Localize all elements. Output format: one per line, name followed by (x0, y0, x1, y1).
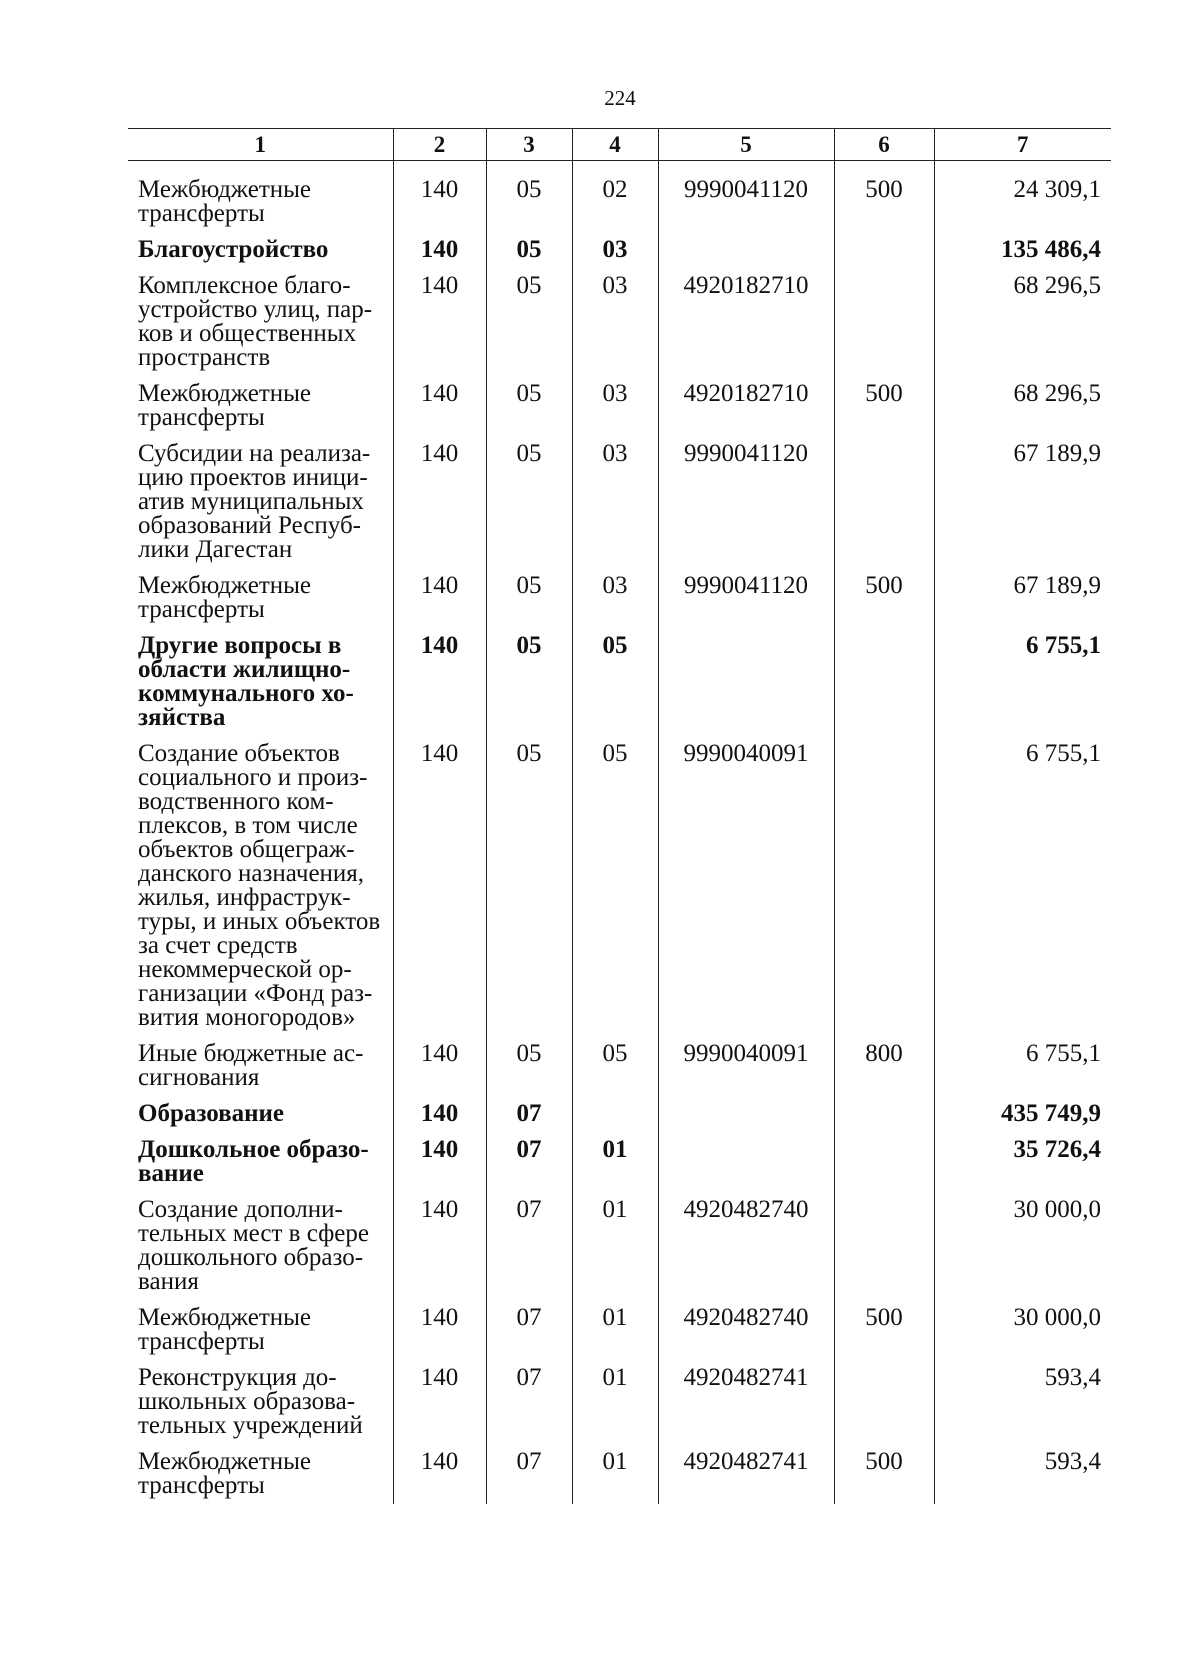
cell-amount: 6 755,1 (934, 742, 1111, 1042)
column-header-7: 7 (934, 129, 1111, 161)
cell-code-expense-type (834, 742, 934, 1042)
cell-amount: 6 755,1 (934, 634, 1111, 742)
table-row (128, 274, 1111, 382)
cell-code-expense-type (834, 1198, 934, 1306)
cell-code-admin: 140 (393, 238, 486, 274)
cell-code-expense-type: 500 (834, 1306, 934, 1366)
cell-item-name: Иные бюджетные ассигнования (138, 1040, 364, 1091)
cell-amount: 24 309,1 (934, 161, 1111, 239)
budget-table (128, 128, 1111, 1504)
cell-code-subsection: 01 (572, 1138, 658, 1198)
column-header-3: 3 (486, 129, 572, 161)
cell-code-expense-type: 500 (834, 382, 934, 442)
cell-item-name: Комплексное благоустройство улиц, парков и общественных пространств (138, 272, 373, 371)
cell-code-target (658, 634, 834, 742)
cell-code-expense-type: 500 (834, 161, 934, 239)
cell-code-target: 4920182710 (658, 382, 834, 442)
cell-code-subsection: 01 (572, 1198, 658, 1306)
table-row (128, 1198, 1111, 1306)
table-row (128, 574, 1111, 634)
cell-amount: 35 726,4 (934, 1138, 1111, 1198)
cell-code-target: 4920482741 (658, 1366, 834, 1450)
table-row (128, 238, 1111, 274)
cell-code-target (658, 238, 834, 274)
cell-code-expense-type: 800 (834, 1042, 934, 1102)
cell-item-name: Межбюджетные трансферты (138, 1448, 312, 1499)
cell-code-target (658, 1138, 834, 1198)
cell-code-section: 05 (486, 274, 572, 382)
cell-code-target: 9990041120 (658, 574, 834, 634)
cell-code-admin: 140 (393, 1042, 486, 1102)
cell-code-expense-type (834, 1102, 934, 1138)
cell-code-admin: 140 (393, 1198, 486, 1306)
cell-code-admin: 140 (393, 1450, 486, 1504)
cell-code-expense-type (834, 442, 934, 574)
cell-code-target: 9990041120 (658, 442, 834, 574)
cell-code-section: 07 (486, 1450, 572, 1504)
cell-code-admin: 140 (393, 1306, 486, 1366)
cell-code-section: 05 (486, 634, 572, 742)
table-row (128, 1138, 1111, 1198)
table-row (128, 1042, 1111, 1102)
cell-code-expense-type (834, 1366, 934, 1450)
table-header (128, 129, 1111, 161)
column-header-1: 1 (128, 129, 393, 161)
cell-code-admin: 140 (393, 634, 486, 742)
table-row (128, 161, 1111, 239)
cell-code-section: 07 (486, 1198, 572, 1306)
cell-item-name: Межбюджетные трансферты (138, 176, 312, 227)
cell-code-subsection: 01 (572, 1450, 658, 1504)
cell-item-name: Образование (138, 1100, 285, 1127)
cell-amount: 135 486,4 (934, 238, 1111, 274)
cell-code-admin: 140 (393, 382, 486, 442)
cell-amount: 67 189,9 (934, 574, 1111, 634)
cell-code-target: 4920482741 (658, 1450, 834, 1504)
cell-code-section: 05 (486, 238, 572, 274)
cell-item-name: Создание дополнительных мест в сфере дошкольного образования (138, 1196, 369, 1295)
cell-code-expense-type (834, 1138, 934, 1198)
table-row (128, 1450, 1111, 1504)
page-number: 224 (604, 86, 636, 110)
cell-amount: 435 749,9 (934, 1102, 1111, 1138)
cell-code-subsection: 01 (572, 1306, 658, 1366)
cell-code-subsection: 05 (572, 1042, 658, 1102)
cell-item-name: Благоустройство (138, 236, 329, 263)
table-row (128, 442, 1111, 574)
cell-amount: 593,4 (934, 1450, 1111, 1504)
table-row (128, 742, 1111, 1042)
cell-code-target (658, 1102, 834, 1138)
cell-code-admin: 140 (393, 442, 486, 574)
cell-code-target: 9990040091 (658, 1042, 834, 1102)
cell-code-admin: 140 (393, 574, 486, 634)
cell-amount: 30 000,0 (934, 1306, 1111, 1366)
table-row (128, 1366, 1111, 1450)
cell-code-section: 05 (486, 442, 572, 574)
cell-item-name: Реконструкция дошкольных образовательных учреждений (138, 1364, 363, 1439)
cell-code-subsection: 03 (572, 574, 658, 634)
cell-code-section: 07 (486, 1366, 572, 1450)
cell-code-subsection: 03 (572, 442, 658, 574)
cell-item-name: Межбюджетные трансферты (138, 1304, 312, 1355)
cell-amount: 593,4 (934, 1366, 1111, 1450)
cell-code-subsection (572, 1102, 658, 1138)
cell-code-subsection: 03 (572, 238, 658, 274)
cell-amount: 68 296,5 (934, 274, 1111, 382)
column-header-2: 2 (393, 129, 486, 161)
cell-code-subsection: 03 (572, 274, 658, 382)
table-row (128, 382, 1111, 442)
cell-code-expense-type: 500 (834, 574, 934, 634)
cell-code-target: 4920482740 (658, 1306, 834, 1366)
cell-code-subsection: 01 (572, 1366, 658, 1450)
table-row (128, 1102, 1111, 1138)
cell-item-name: Субсидии на реализацию проектов инициатив муниципальных образований Республики Дагестан (138, 440, 371, 563)
cell-code-target: 9990041120 (658, 161, 834, 239)
cell-code-subsection: 05 (572, 742, 658, 1042)
column-header-4: 4 (572, 129, 658, 161)
cell-code-section: 05 (486, 1042, 572, 1102)
cell-code-subsection: 03 (572, 382, 658, 442)
cell-amount: 68 296,5 (934, 382, 1111, 442)
cell-code-section: 07 (486, 1138, 572, 1198)
cell-code-admin: 140 (393, 1138, 486, 1198)
cell-code-subsection: 05 (572, 634, 658, 742)
cell-code-section: 05 (486, 574, 572, 634)
cell-code-target: 4920482740 (658, 1198, 834, 1306)
budget-table-container (128, 128, 1111, 1504)
cell-code-admin: 140 (393, 274, 486, 382)
column-header-6: 6 (834, 129, 934, 161)
cell-item-name: Межбюджетные трансферты (138, 380, 312, 431)
cell-item-name: Другие вопросы в области жилищно-коммунального хозяйства (138, 632, 354, 731)
cell-code-expense-type (834, 238, 934, 274)
cell-code-admin: 140 (393, 1366, 486, 1450)
cell-amount: 67 189,9 (934, 442, 1111, 574)
cell-code-subsection: 02 (572, 161, 658, 239)
cell-code-section: 07 (486, 1306, 572, 1366)
table-row (128, 634, 1111, 742)
cell-code-section: 05 (486, 742, 572, 1042)
cell-code-target: 9990040091 (658, 742, 834, 1042)
cell-item-name: Дошкольное образование (138, 1136, 369, 1187)
cell-amount: 30 000,0 (934, 1198, 1111, 1306)
cell-code-section: 05 (486, 161, 572, 239)
table-body (128, 161, 1111, 1505)
cell-item-name: Межбюджетные трансферты (138, 572, 312, 623)
cell-code-admin: 140 (393, 1102, 486, 1138)
cell-code-admin: 140 (393, 161, 486, 239)
cell-code-expense-type (834, 274, 934, 382)
cell-amount: 6 755,1 (934, 1042, 1111, 1102)
cell-code-expense-type (834, 634, 934, 742)
cell-code-section: 07 (486, 1102, 572, 1138)
cell-code-admin: 140 (393, 742, 486, 1042)
column-header-5: 5 (658, 129, 834, 161)
table-row (128, 1306, 1111, 1366)
header-row (128, 129, 1111, 161)
cell-code-section: 05 (486, 382, 572, 442)
cell-code-expense-type: 500 (834, 1450, 934, 1504)
cell-item-name: Создание объектов социального и производственного комплексов, в том числе объектов общегражданского назначения, жилья, инфраструктуры, и иных объектов за счет средств некоммерческой организации «Фонд развития моногородов» (138, 740, 381, 1031)
cell-code-target: 4920182710 (658, 274, 834, 382)
